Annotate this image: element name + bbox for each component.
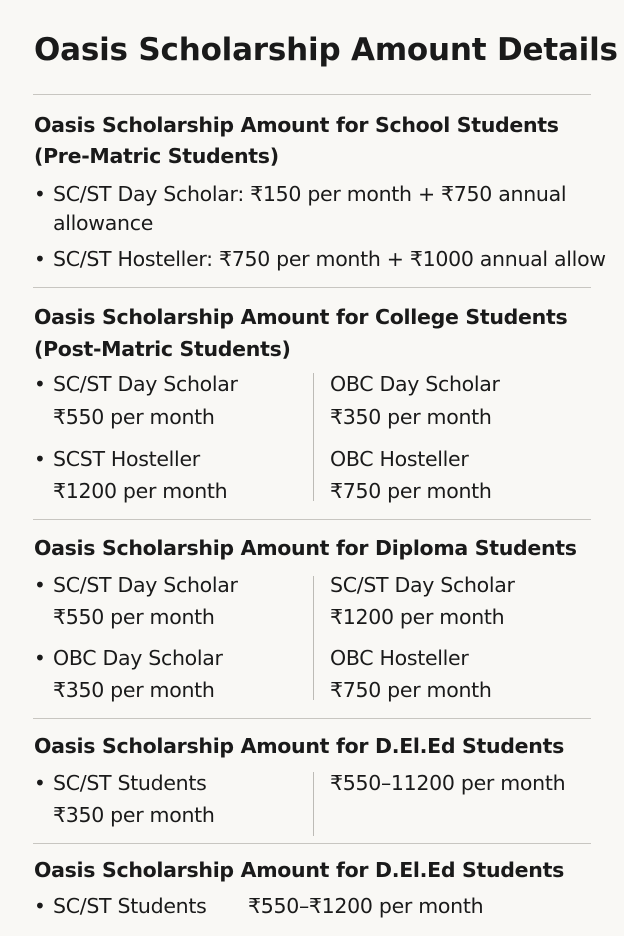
deled-heading-2: Oasis Scholarship Amount for D.El.Ed Students — [34, 858, 564, 882]
school-item-2: SC/ST Hosteller: ₹750 per month + ₹1000 annual allow — [53, 247, 606, 271]
deled1-left-amount: ₹350 per month — [53, 803, 215, 827]
college-subheading: (Post-Matric Students) — [34, 337, 291, 361]
bullet-icon: • — [34, 372, 46, 396]
bullet-icon: • — [34, 447, 46, 471]
school-item-1: SC/ST Day Scholar: ₹150 per month + ₹750 annual — [53, 182, 567, 206]
bullet-icon: • — [34, 894, 46, 918]
diploma-right-amount-1: ₹1200 per month — [330, 605, 505, 629]
college-right-amount-1: ₹350 per month — [330, 405, 492, 429]
school-item-1-cont: allowance — [53, 211, 154, 235]
college-right-label-2: OBC Hosteller — [330, 447, 469, 471]
deled1-right-amount: ₹550–11200 per month — [330, 771, 566, 795]
divider — [33, 94, 591, 95]
college-left-label-2: SCST Hosteller — [53, 447, 200, 471]
divider — [33, 287, 591, 288]
diploma-left-amount-2: ₹350 per month — [53, 678, 215, 702]
bullet-icon: • — [34, 771, 46, 795]
diploma-left-label-1: SC/ST Day Scholar — [53, 573, 238, 597]
divider — [33, 718, 591, 719]
bullet-icon: • — [34, 646, 46, 670]
bullet-icon: • — [34, 573, 46, 597]
diploma-heading: Oasis Scholarship Amount for Diploma Students — [34, 536, 577, 560]
college-heading: Oasis Scholarship Amount for College Students — [34, 305, 568, 329]
diploma-right-label-1: SC/ST Day Scholar — [330, 573, 515, 597]
column-divider — [313, 576, 314, 700]
divider — [33, 843, 591, 844]
bullet-icon: • — [34, 247, 46, 271]
school-subheading: (Pre-Matric Students) — [34, 144, 279, 168]
college-right-amount-2: ₹750 per month — [330, 479, 492, 503]
school-heading: Oasis Scholarship Amount for School Students — [34, 113, 559, 137]
deled-heading-1: Oasis Scholarship Amount for D.El.Ed Students — [34, 734, 564, 758]
divider — [33, 519, 591, 520]
college-left-amount-2: ₹1200 per month — [53, 479, 228, 503]
column-divider — [313, 772, 314, 836]
deled2-amount: ₹550–₹1200 per month — [248, 894, 484, 918]
college-left-label-1: SC/ST Day Scholar — [53, 372, 238, 396]
bullet-icon: • — [34, 182, 46, 206]
page-title: Oasis Scholarship Amount Details — [34, 32, 618, 68]
diploma-right-label-2: OBC Hosteller — [330, 646, 469, 670]
college-left-amount-1: ₹550 per month — [53, 405, 215, 429]
column-divider — [313, 373, 314, 501]
diploma-right-amount-2: ₹750 per month — [330, 678, 492, 702]
diploma-left-label-2: OBC Day Scholar — [53, 646, 223, 670]
college-right-label-1: OBC Day Scholar — [330, 372, 500, 396]
deled1-left-label: SC/ST Students — [53, 771, 207, 795]
deled2-label: SC/ST Students — [53, 894, 207, 918]
diploma-left-amount-1: ₹550 per month — [53, 605, 215, 629]
